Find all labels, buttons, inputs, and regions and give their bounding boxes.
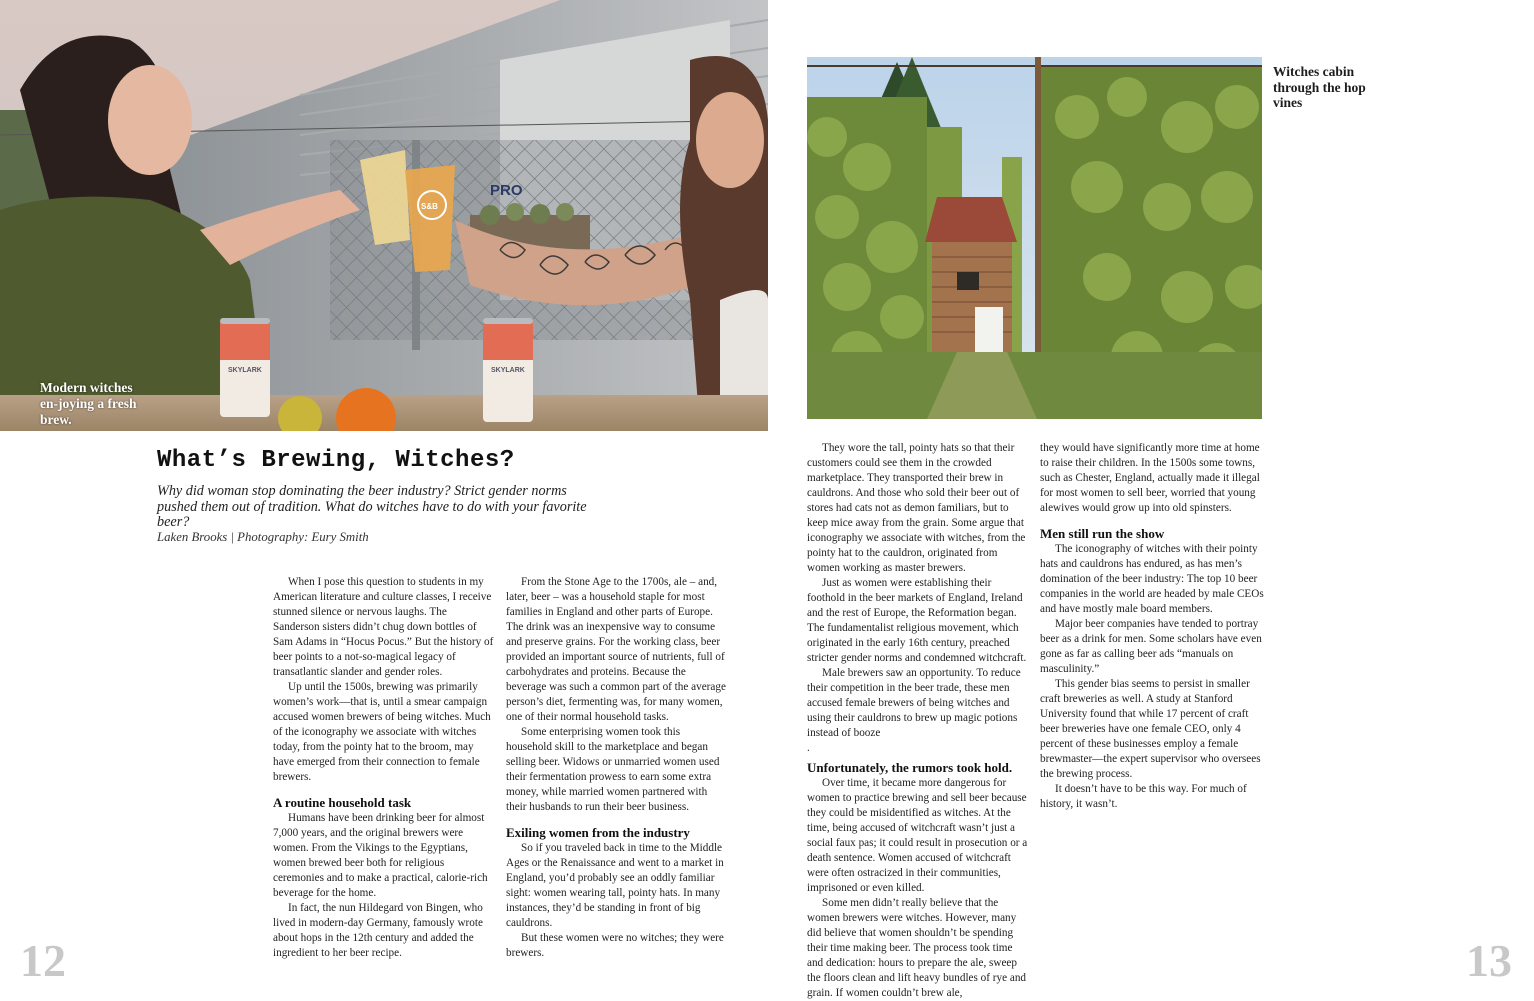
beer-can-left (220, 318, 270, 417)
photo-witches-toasting-image (0, 0, 768, 431)
article-deck: Why did woman stop dominating the beer industry? Strict gender norms pushed them out of tradition. What do witches have to do with your favorite beer? (157, 483, 587, 530)
paragraph: Humans have been drinking beer for almost 7,000 years, and the original brewers were women. From the Vikings to the Egyptians, women brewed beer both for religious ceremonies and to make a practical, calorie-rich beverage for the home. (273, 812, 488, 899)
section-heading: Men still run the show (1040, 526, 1165, 541)
text-column-4 (1040, 441, 1264, 812)
paragraph: From the Stone Age to the 1700s, ale – and, later, beer – was a household staple for most families in England and other parts of Europe. The drink was an inexpensive way to consume and preserve grains. For the working class, beer provided an important source of nutrients, full of carbohydrates and proteins. Because the beverage was such a common part of the average person’s diet, fermenting was, for many women, one of their normal household tasks. (506, 576, 726, 723)
paragraph: Some men didn’t really believe that the women brewers were witches. However, many did believe that women shouldn’t be spending their time making beer. The process took time and dedication: hours to prepare the ale, sweep the floors clean and lift heavy bundles of rye and grain. If women couldn’t brew ale, (807, 897, 1027, 999)
paragraph: They wore the tall, pointy hats so that their customers could see them in the crowded marketplace. They transported their brew in cauldrons. And those who sold their beer out of stores had cats not as demon familiars, but to keep mice away from the grain. Some argue that iconography we associate with witches, from the pointy hat to the cauldron, originated from women working as master brewers. (807, 442, 1026, 574)
paragraph: It doesn’t have to be this way. For much of history, it wasn’t. (1040, 783, 1247, 810)
paragraph: Over time, it became more dangerous for women to practice brewing and sell beer because they could be misidentified as witches. At the time, being accused of witchcraft wasn’t just a social faux pas; it could result in prosecution or a death sentence. Women accused of witchcraft were often ostracized in their communities, imprisoned or even killed. (807, 777, 1028, 894)
article-title: What’s Brewing, Witches? (157, 447, 515, 474)
can-label-right: SKYLARK (491, 367, 525, 374)
page-number-right: 13 (1466, 935, 1512, 986)
paragraph: Male brewers saw an opportunity. To reduce their competition in the beer trade, these men accused female brewers of being witches and using their cauldrons to brew up magic potions instead of booze (807, 667, 1021, 739)
section-heading: Exiling women from the industry (506, 825, 690, 840)
paragraph: This gender bias seems to persist in smaller craft breweries as well. A study at Stanford University found that while 17 percent of craft beer breweries have one female CEO, only 4 percent of these businesses employ a female brewmaster—the expert supervisor who oversees the brewing process. (1040, 678, 1261, 780)
glass-logo-text: S&B (421, 202, 438, 211)
photo-caption-right: Witches cabin through the hop vines (1273, 64, 1366, 110)
photo-witches-cabin-image (807, 57, 1262, 419)
text-column-1 (273, 575, 495, 961)
photo-caption-left: Modern witches en-joying a fresh brew. (40, 380, 137, 427)
pro-sign-text: PRO (490, 182, 523, 199)
article-byline: Laken Brooks | Photography: Eury Smith (157, 530, 369, 544)
paragraph: When I pose this question to students in my American literature and culture classes, I receive stunned silence or nervous laughs. The Sanderson sisters didn’t chug down bottles of Sam Adams in “Hocus Pocus.” But the history of beer points to a not-so-magical legacy of transatlantic slander and gender roles. (273, 576, 494, 678)
paragraph: Major beer companies have tended to portray beer as a drink for men. Some scholars have even gone as far as calling beer ads “manuals on masculinity.” (1040, 618, 1262, 675)
paragraph: In fact, the nun Hildegard von Bingen, who lived in modern-day Germany, famously wrote about hops in the 12th century and added the ingredient to her beer recipe. (273, 902, 483, 959)
paragraph: The iconography of witches with their pointy hats and cauldrons has endured, as has men’s domination of the beer industry: The top 10 beer companies in the world are headed by male CEOs and have mostly male board members. (1040, 543, 1264, 615)
paragraph: Up until the 1500s, brewing was primarily women’s work—that is, until a smear campaign accused women brewers of being witches. Much of the iconography we associate with witches today, from the pointy hat to the broom, may have emerged from their connection to female brewers. (273, 681, 491, 783)
photo-witches-toasting (0, 0, 768, 431)
text-column-2 (506, 575, 726, 961)
section-heading: Unfortunately, the rumors took hold. (807, 760, 1013, 775)
photo-witches-cabin (807, 57, 1262, 419)
text-column-3 (807, 441, 1031, 1001)
paragraph: So if you traveled back in time to the Middle Ages or the Renaissance and went to a market in England, you’d probably see an oddly familiar sight: women wearing tall, pointy hats. In many instances, they’d be standing in front of big cauldrons. (506, 842, 724, 929)
paragraph: But these women were no witches; they were brewers. (506, 932, 724, 959)
paragraph: Some enterprising women took this household skill to the marketplace and began selling beer. Widows or unmarried women used their fermentation prowess to earn some extra money, while married women partnered with their husbands to run their beer business. (506, 726, 720, 813)
page-number-left: 12 (20, 935, 66, 986)
can-label-left: SKYLARK (228, 367, 262, 374)
paragraph-fragment: . (807, 742, 810, 754)
paragraph: Just as women were establishing their foothold in the beer markets of England, Ireland and the rest of Europe, the Reformation began. The fundamentalist religious movement, which originated in the early 16th century, preached stricter gender norms and condemned witchcraft. (807, 577, 1027, 664)
section-heading: A routine household task (273, 795, 412, 810)
paragraph: they would have significantly more time at home to raise their children. In the 1500s some towns, such as Chester, England, actually made it illegal for most women to sell beer, worried that young alewives would grow up into old spinsters. (1040, 442, 1260, 514)
beer-can-right (483, 318, 533, 422)
